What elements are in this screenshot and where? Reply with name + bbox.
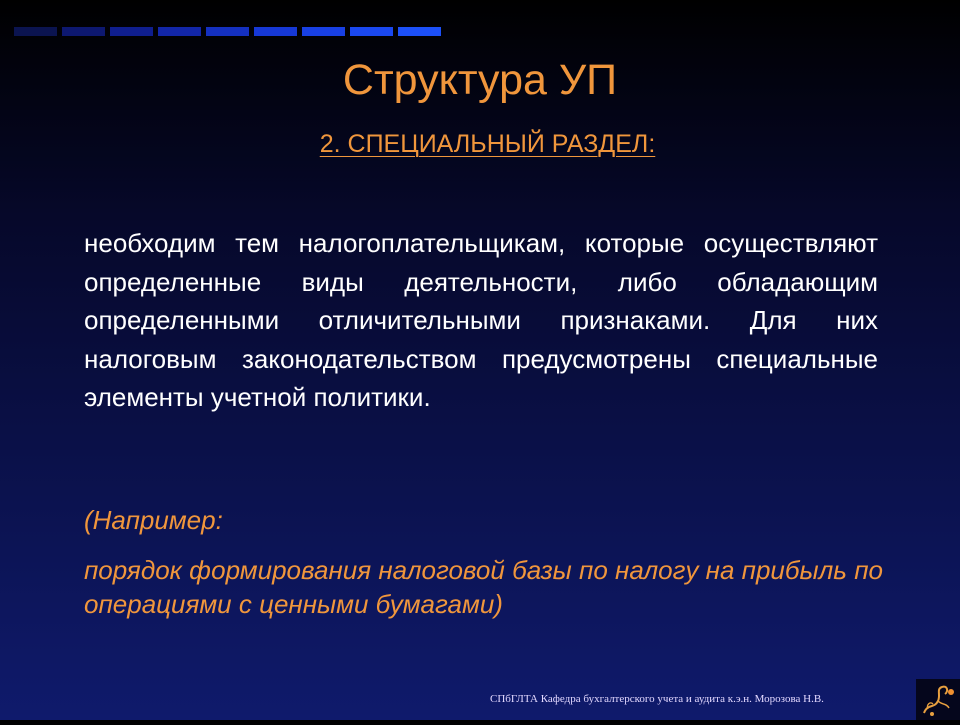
- body-paragraph: необходим тем налогоплательщикам, которые осуществляют определенные виды деятельности, либо обладающим определенными отличительными признаками. Для них налоговым законодательством предусмотрены специальные элементы учетной политики.: [84, 228, 878, 412]
- top-bar-segment: [398, 27, 441, 36]
- top-bar-segment: [350, 27, 393, 36]
- top-bar-segment: [302, 27, 345, 36]
- top-bar-segment: [62, 27, 105, 36]
- footer-credit: СПбГЛТА Кафедра бухгалтерского учета и аудита к.э.н. Морозова Н.В.: [490, 693, 824, 705]
- example-text: порядок формирования налоговой базы по налогу на прибыль по операциями с ценными бумагами): [84, 555, 883, 619]
- top-decorative-bars: [14, 27, 441, 36]
- slide-title: Структура УП: [342, 56, 618, 104]
- top-bar-segment: [158, 27, 201, 36]
- top-bar-segment: [206, 27, 249, 36]
- section-subtitle: 2. СПЕЦИАЛЬНЫЙ РАЗДЕЛ:: [319, 130, 656, 158]
- top-bar-segment: [14, 27, 57, 36]
- example-intro: (Например:: [84, 505, 223, 535]
- decorative-flourish-icon: [916, 679, 960, 720]
- top-bar-segment: [254, 27, 297, 36]
- top-bar-segment: [110, 27, 153, 36]
